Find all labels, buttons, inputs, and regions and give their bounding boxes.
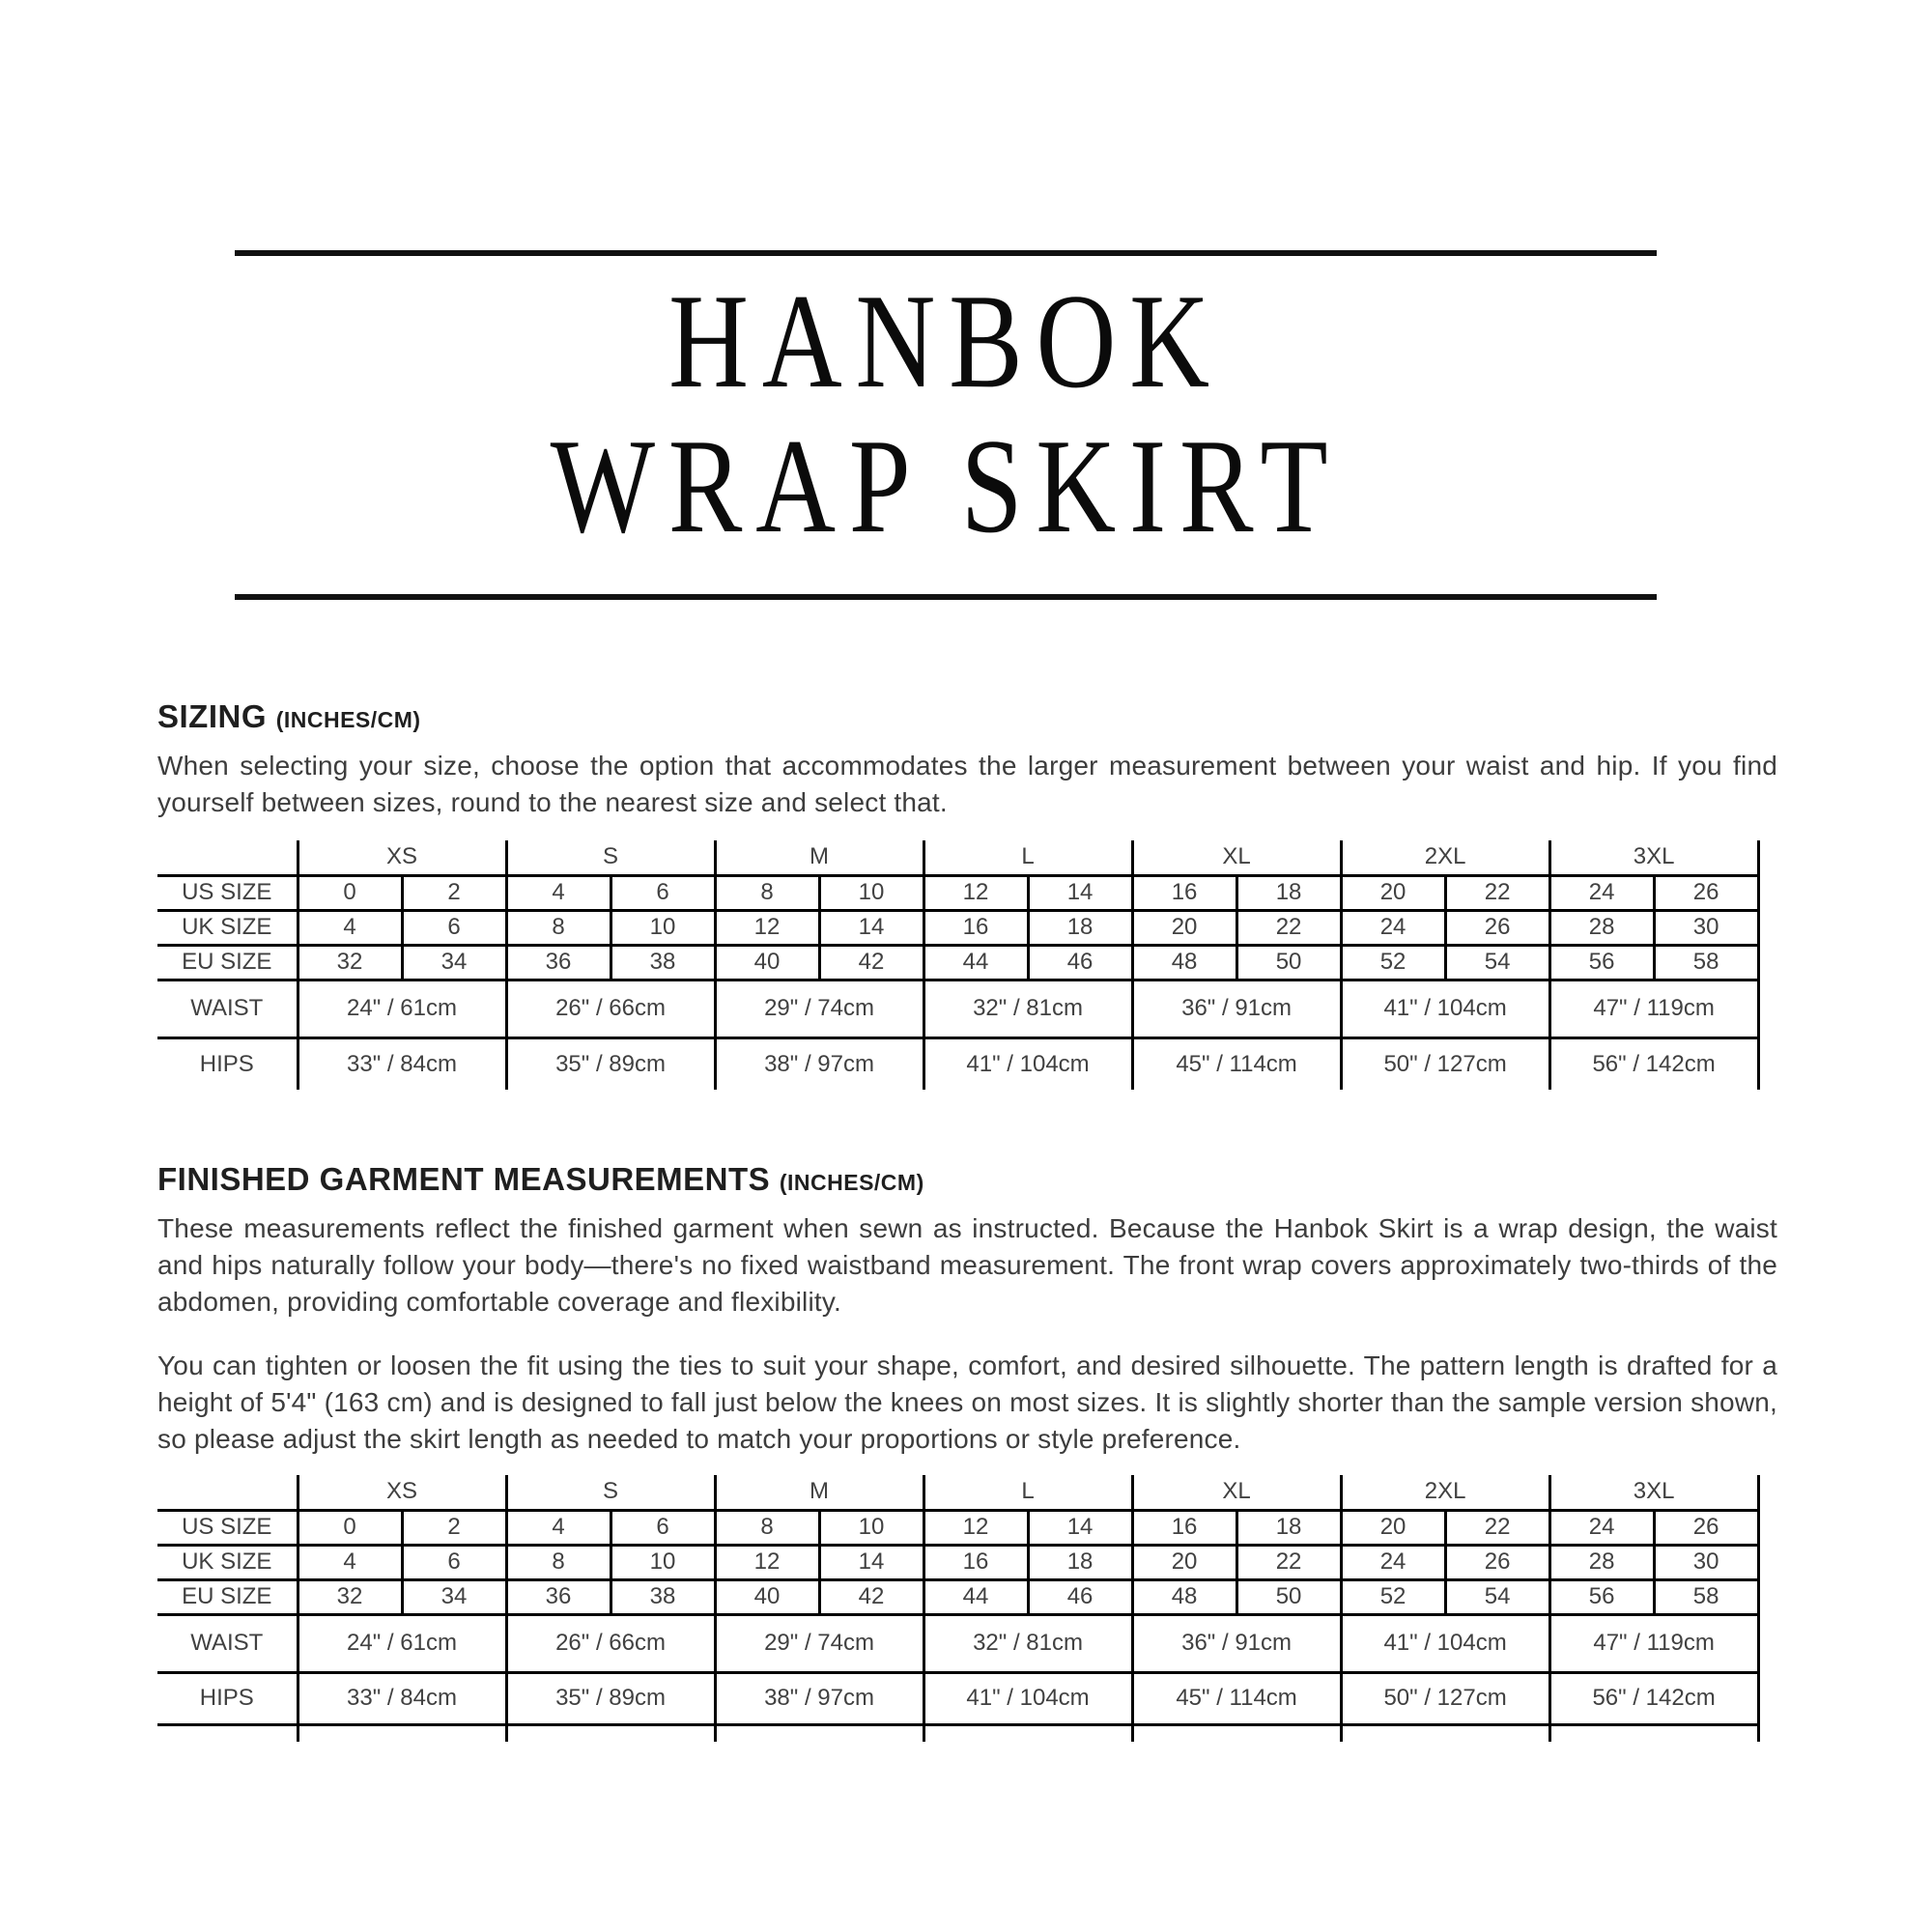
size-cell: 4 [298, 1545, 402, 1579]
measurement-cell: 26" / 66cm [506, 980, 715, 1037]
size-cell: 50 [1236, 945, 1341, 980]
size-cell: 36 [506, 1579, 611, 1614]
size-cell: 52 [1341, 945, 1445, 980]
size-cell: 20 [1132, 910, 1236, 945]
size-group-label: XS [298, 840, 506, 875]
size-cell: 6 [402, 910, 506, 945]
size-cell: 26 [1445, 910, 1549, 945]
measurement-cell: 32" / 81cm [923, 980, 1132, 1037]
size-cell: 16 [1132, 875, 1236, 910]
measurement-cell: 35" / 89cm [506, 1037, 715, 1090]
finished-heading-text: FINISHED GARMENT MEASUREMENTS [157, 1161, 771, 1197]
size-cell: 6 [402, 1545, 506, 1579]
measurement-cell: 32" / 81cm [923, 1614, 1132, 1672]
size-cell: 38 [611, 1579, 715, 1614]
size-group-label: 3XL [1549, 840, 1758, 875]
measurement-cell: 29" / 74cm [715, 1614, 923, 1672]
size-cell: 42 [819, 945, 923, 980]
size-cell: 34 [402, 945, 506, 980]
measurement-cell: 33" / 84cm [298, 1672, 506, 1724]
size-cell: 42 [819, 1579, 923, 1614]
size-cell: 12 [715, 910, 819, 945]
size-cell: 16 [1132, 1510, 1236, 1545]
row-label: UK SIZE [157, 910, 298, 945]
size-group-label: XS [298, 1475, 506, 1510]
measurement-cell: 24" / 61cm [298, 980, 506, 1037]
row-label: WAIST [157, 980, 298, 1037]
size-cell: 16 [923, 1545, 1028, 1579]
finished-heading [157, 1159, 1777, 1203]
size-cell: 28 [1549, 1545, 1654, 1579]
measurement-cell: 50" / 127cm [1341, 1672, 1549, 1724]
size-cell: 32 [298, 1579, 402, 1614]
size-cell: 12 [923, 1510, 1028, 1545]
size-cell: 14 [819, 1545, 923, 1579]
size-cell: 20 [1341, 875, 1445, 910]
row-label: HIPS [157, 1037, 298, 1090]
sizing-heading-text: SIZING [157, 698, 268, 734]
size-cell: 46 [1028, 1579, 1132, 1614]
stub-cell [923, 1724, 1132, 1742]
measurement-cell: 38" / 97cm [715, 1037, 923, 1090]
size-chart-table [157, 840, 1760, 1090]
measurement-cell: 41" / 104cm [923, 1037, 1132, 1090]
row-label: US SIZE [157, 1510, 298, 1545]
size-cell: 0 [298, 1510, 402, 1545]
document-title-line2: WRAP SKIRT [550, 412, 1342, 561]
size-cell: 18 [1028, 1545, 1132, 1579]
finished-paragraph-1: These measurements reflect the finished garment when sewn as instructed. Because the Hanbok Skirt is a wrap design, the waist and hips naturally follow your body—there's no fixed waistband measurement. The front wrap covers approximately two-thirds of the abdomen, providing comfortable coverage and flexibility. [157, 1213, 1777, 1317]
size-group-label: S [506, 1475, 715, 1510]
size-cell: 56 [1549, 945, 1654, 980]
size-cell: 44 [923, 1579, 1028, 1614]
size-cell: 20 [1341, 1510, 1445, 1545]
stub-cell [1341, 1724, 1549, 1742]
document-content [157, 250, 1777, 1742]
size-cell: 54 [1445, 1579, 1549, 1614]
size-cell: 14 [819, 910, 923, 945]
size-cell: 24 [1341, 1545, 1445, 1579]
size-group-label: XL [1132, 1475, 1341, 1510]
size-cell: 12 [715, 1545, 819, 1579]
size-cell: 30 [1654, 910, 1758, 945]
size-group-label: XL [1132, 840, 1341, 875]
size-cell: 32 [298, 945, 402, 980]
size-cell: 34 [402, 1579, 506, 1614]
size-cell: 40 [715, 945, 819, 980]
measurement-cell: 45" / 114cm [1132, 1672, 1341, 1724]
measurement-cell: 29" / 74cm [715, 980, 923, 1037]
measurement-cell: 56" / 142cm [1549, 1672, 1758, 1724]
size-cell: 10 [611, 910, 715, 945]
size-cell: 20 [1132, 1545, 1236, 1579]
row-label: WAIST [157, 1614, 298, 1672]
corner-cell [157, 840, 298, 875]
stub-cell [298, 1724, 506, 1742]
size-group-label: 3XL [1549, 1475, 1758, 1510]
sizing-paragraph: When selecting your size, choose the option that accommodates the larger measurement between your waist and hip. If you find yourself between sizes, round to the nearest size and select that. [157, 751, 1777, 817]
size-group-label: M [715, 1475, 923, 1510]
measurement-cell: 41" / 104cm [1341, 1614, 1549, 1672]
size-cell: 24 [1549, 875, 1654, 910]
finished-measurements-section [157, 1159, 1777, 1742]
size-cell: 46 [1028, 945, 1132, 980]
size-cell: 10 [819, 1510, 923, 1545]
size-cell: 50 [1236, 1579, 1341, 1614]
size-cell: 18 [1236, 1510, 1341, 1545]
measurement-cell: 33" / 84cm [298, 1037, 506, 1090]
sizing-section [157, 696, 1777, 1090]
size-group-label: 2XL [1341, 840, 1549, 875]
size-cell: 14 [1028, 1510, 1132, 1545]
measurement-cell: 36" / 91cm [1132, 1614, 1341, 1672]
size-cell: 8 [715, 1510, 819, 1545]
size-cell: 48 [1132, 1579, 1236, 1614]
row-label: HIPS [157, 1672, 298, 1724]
size-cell: 30 [1654, 1545, 1758, 1579]
measurement-cell: 56" / 142cm [1549, 1037, 1758, 1090]
measurement-cell: 26" / 66cm [506, 1614, 715, 1672]
size-cell: 52 [1341, 1579, 1445, 1614]
size-cell: 58 [1654, 1579, 1758, 1614]
size-cell: 54 [1445, 945, 1549, 980]
size-cell: 6 [611, 875, 715, 910]
stub-cell [157, 1724, 298, 1742]
size-cell: 12 [923, 875, 1028, 910]
size-group-label: L [923, 1475, 1132, 1510]
document-title-line1: HANBOK [668, 267, 1223, 416]
size-group-label: 2XL [1341, 1475, 1549, 1510]
size-cell: 4 [506, 1510, 611, 1545]
measurement-cell: 24" / 61cm [298, 1614, 506, 1672]
size-group-label: S [506, 840, 715, 875]
row-label: US SIZE [157, 875, 298, 910]
measurement-cell: 41" / 104cm [923, 1672, 1132, 1724]
size-cell: 36 [506, 945, 611, 980]
measurement-cell: 50" / 127cm [1341, 1037, 1549, 1090]
size-cell: 22 [1445, 1510, 1549, 1545]
size-cell: 0 [298, 875, 402, 910]
size-cell: 28 [1549, 910, 1654, 945]
size-cell: 18 [1236, 875, 1341, 910]
size-cell: 26 [1654, 1510, 1758, 1545]
size-cell: 58 [1654, 945, 1758, 980]
size-cell: 4 [506, 875, 611, 910]
size-cell: 14 [1028, 875, 1132, 910]
finished-heading-units: (INCHES/CM) [779, 1170, 924, 1195]
size-cell: 48 [1132, 945, 1236, 980]
sizing-table-container [157, 840, 1777, 1090]
row-label: EU SIZE [157, 945, 298, 980]
size-cell: 8 [506, 1545, 611, 1579]
size-cell: 16 [923, 910, 1028, 945]
size-cell: 8 [506, 910, 611, 945]
size-cell: 10 [611, 1545, 715, 1579]
size-cell: 56 [1549, 1579, 1654, 1614]
size-cell: 26 [1445, 1545, 1549, 1579]
finished-paragraph-2: You can tighten or loosen the fit using the ties to suit your shape, comfort, and desired silhouette. The pattern length is drafted for a height of 5'4" (163 cm) and is designed to fall just below the knees on most sizes. It is slightly shorter than the sample version shown, so please adjust the skirt length as needed to match your proportions or style preference. [157, 1350, 1777, 1454]
row-label: EU SIZE [157, 1579, 298, 1614]
size-cell: 24 [1549, 1510, 1654, 1545]
size-cell: 22 [1445, 875, 1549, 910]
measurement-cell: 45" / 114cm [1132, 1037, 1341, 1090]
size-cell: 18 [1028, 910, 1132, 945]
measurement-cell: 47" / 119cm [1549, 980, 1758, 1037]
measurement-cell: 38" / 97cm [715, 1672, 923, 1724]
stub-cell [1132, 1724, 1341, 1742]
measurement-cell: 41" / 104cm [1341, 980, 1549, 1037]
finished-table-container [157, 1475, 1777, 1742]
size-cell: 6 [611, 1510, 715, 1545]
size-cell: 8 [715, 875, 819, 910]
measurement-cell: 47" / 119cm [1549, 1614, 1758, 1672]
size-cell: 44 [923, 945, 1028, 980]
size-cell: 2 [402, 875, 506, 910]
size-cell: 10 [819, 875, 923, 910]
size-cell: 38 [611, 945, 715, 980]
sizing-heading [157, 696, 1777, 740]
stub-cell [715, 1724, 923, 1742]
measurement-cell: 36" / 91cm [1132, 980, 1341, 1037]
size-cell: 26 [1654, 875, 1758, 910]
size-chart-table [157, 1475, 1760, 1742]
size-cell: 2 [402, 1510, 506, 1545]
title-block [235, 250, 1657, 600]
row-label: UK SIZE [157, 1545, 298, 1579]
measurement-cell: 35" / 89cm [506, 1672, 715, 1724]
size-cell: 24 [1341, 910, 1445, 945]
size-group-label: M [715, 840, 923, 875]
sizing-heading-units: (INCHES/CM) [275, 707, 421, 732]
size-group-label: L [923, 840, 1132, 875]
stub-cell [506, 1724, 715, 1742]
size-cell: 40 [715, 1579, 819, 1614]
size-cell: 22 [1236, 910, 1341, 945]
size-cell: 22 [1236, 1545, 1341, 1579]
stub-cell [1549, 1724, 1758, 1742]
corner-cell [157, 1475, 298, 1510]
size-cell: 4 [298, 910, 402, 945]
